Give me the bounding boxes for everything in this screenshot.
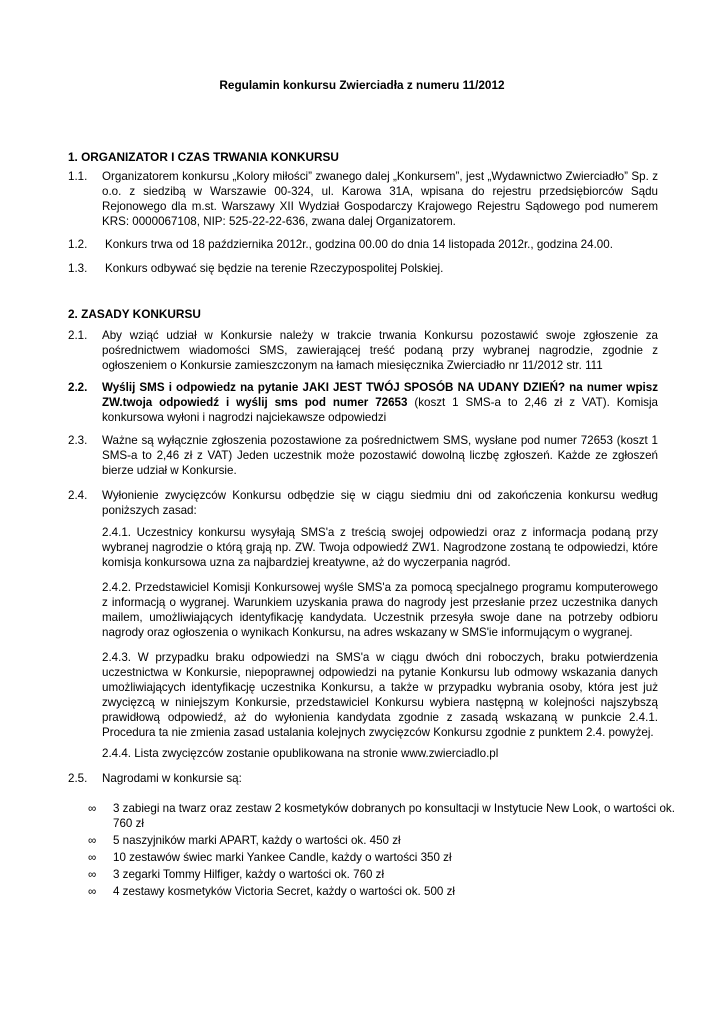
list-item (88, 833, 678, 848)
subclause-2-4-2: 2.4.2. Przedstawiciel Komisji Konkursowej wyśle SMS'a za pomocą specjalnego programu komputerowego z informacją o wygranej. Warunkiem uzyskania prawa do nagrody jest przesłanie przez uczestnika danych mailem, umożliwiających identyfikację kandydata. Uczestnik przesyła swoje dane na potrzeby odbioru nagrody oraz ogłoszenia o wynikach Konkursu, na adres wskazany w SMS'ie informującym o wygranej. (102, 581, 658, 639)
clause-number: 1.2. (68, 238, 88, 251)
prize-text: 3 zabiegi na twarz oraz zestaw 2 kosmetyków dobranych po konsultacji w Instytucie New Look, o wartości ok. 760 zł (113, 802, 675, 830)
clause-rest: (koszt 1 SMS-a to 2,46 zł z VAT). Komisja konkursowa wyłoni i nagrodzi najciekawsze odpowiedzi (102, 396, 658, 424)
infinity-bullet-icon: ∞ (88, 885, 97, 898)
list-item (88, 884, 678, 899)
clause-2-5 (68, 771, 658, 786)
section-2-heading: 2. ZASADY KONKURSU (68, 307, 201, 321)
clause-number: 2.1. (68, 329, 88, 342)
list-item (88, 867, 678, 882)
clause-2-3 (68, 433, 658, 478)
prize-text: 3 zegarki Tommy Hilfiger, każdy o wartości ok. 760 zł (113, 868, 385, 881)
clause-text: Ważne są wyłącznie zgłoszenia pozostawione za pośrednictwem SMS, wysłane pod numer 72653 (koszt 1 SMS-a to 2,46 zł z VAT) Jeden uczestnik może pozostawić dowolną liczbę zgłoszeń. Każde ze zgłoszeń bierze udział w Konkursie. (102, 434, 658, 477)
list-item (88, 801, 678, 831)
infinity-bullet-icon: ∞ (88, 802, 97, 815)
clause-number: 1.3. (68, 262, 88, 275)
prize-text: 10 zestawów świec marki Yankee Candle, każdy o wartości 350 zł (113, 851, 452, 864)
clause-number: 2.5. (68, 772, 88, 785)
clause-text: Organizatorem konkursu „Kolory miłości” zwanego dalej „Konkursem”, jest „Wydawnictwo Zwierciadło” Sp. z o.o. z siedzibą w Warszawie 00-324, ul. Karowa 31A, wpisana do rejestru przedsiębiorców Sądu Rejonowego dla m.st. Warszawy XII Wydział Gospodarczy Krajowego Rejestru Sądowego pod numerem KRS: 0000067108, NIP: 525-22-22-636, zwana dalej Organizatorem. (102, 170, 658, 228)
clause-text (102, 380, 658, 425)
infinity-bullet-icon: ∞ (88, 851, 97, 864)
infinity-bullet-icon: ∞ (88, 868, 97, 881)
clause-text: Wyłonienie zwycięzców Konkursu odbędzie się w ciągu siedmiu dni od zakończenia konkursu według poniższych zasad: (102, 489, 658, 517)
clause-1-3 (68, 261, 658, 276)
clause-number: 2.3. (68, 434, 88, 447)
infinity-bullet-icon: ∞ (88, 834, 97, 847)
prize-text: 4 zestawy kosmetyków Victoria Secret, każdy o wartości ok. 500 zł (113, 885, 455, 898)
list-item (88, 850, 678, 865)
clause-text: Konkurs trwa od 18 października 2012r., godzina 00.00 do dnia 14 listopada 2012r., godzina 24.00. (105, 238, 613, 251)
subclause-2-4-4: 2.4.4. Lista zwycięzców zostanie opublikowana na stronie www.zwierciadlo.pl (102, 747, 499, 760)
clause-1-2 (68, 237, 658, 252)
subclause-2-4-3: 2.4.3. W przypadku braku odpowiedzi na SMS'a w ciągu dwóch dni roboczych, braku potwierdzenia uczestnictwa w Konkursie, niepoprawnej odpowiedzi na pytanie Konkursu lub odmowy wskazania danych umożliwiających identyfikację uczestnika Konkursu, a także w przypadku wybrania osoby, która jest już zwycięzcą w niniejszym Konkursie, przedstawiciel Konkursu wybiera następną w kolejności najszybszą prawidłową odpowiedź, aż do wyłonienia kandydata zgodnie z zasadą wskazaną w punkcie 2.4.1. Procedura ta nie zmienia zasad ustalania kolejnych zwycięzców Konkursu zgodnie z punktem 2.4. powyżej. (102, 651, 658, 739)
prize-text: 5 naszyjników marki APART, każdy o wartości ok. 450 zł (113, 834, 401, 847)
prize-list (88, 801, 678, 901)
section-1-heading: 1. ORGANIZATOR I CZAS TRWANIA KONKURSU (68, 150, 339, 164)
clause-number: 1.1. (68, 170, 88, 183)
clause-2-2 (68, 380, 658, 425)
clause-bold-instruction: Wyślij SMS i odpowiedz na pytanie JAKI JEST TWÓJ SPOSÓB NA UDANY DZIEŃ? na numer wpisz ZW.twoja odpowiedź i wyślij sms pod numer 72653 (102, 381, 658, 409)
clause-number: 2.2. (68, 381, 88, 394)
clause-2-1 (68, 328, 658, 373)
clause-text: Konkurs odbywać się będzie na terenie Rzeczypospolitej Polskiej. (105, 262, 444, 275)
subclause-2-4-1: 2.4.1. Uczestnicy konkursu wysyłają SMS'a z treścią swojej odpowiedzi oraz z informacja podaną przy wybranej nagrodzie o którą grają np. ZW. Twoja odpowiedź ZW1. Nagrodzone zostaną te odpowiedzi, które komisja konkursowa uzna za najbardziej kreatywne, aż do wyczerpania nagród. (102, 526, 658, 569)
clause-2-4 (68, 488, 658, 518)
document-title: Regulamin konkursu Zwierciadła z numeru 11/2012 (219, 78, 505, 92)
clause-text: Aby wziąć udział w Konkursie należy w trakcie trwania Konkursu pozostawić swoje zgłoszenie za pośrednictwem wiadomości SMS, zawierającej treść podaną przy wybranej nagrodzie, zgodnie z ogłoszeniem o Konkursie zamieszczonym na łamach miesięcznika Zwierciadło nr 11/2012 str. 111 (102, 329, 658, 372)
clause-number: 2.4. (68, 489, 88, 502)
clause-text: Nagrodami w konkursie są: (102, 772, 242, 785)
clause-1-1 (68, 169, 658, 229)
